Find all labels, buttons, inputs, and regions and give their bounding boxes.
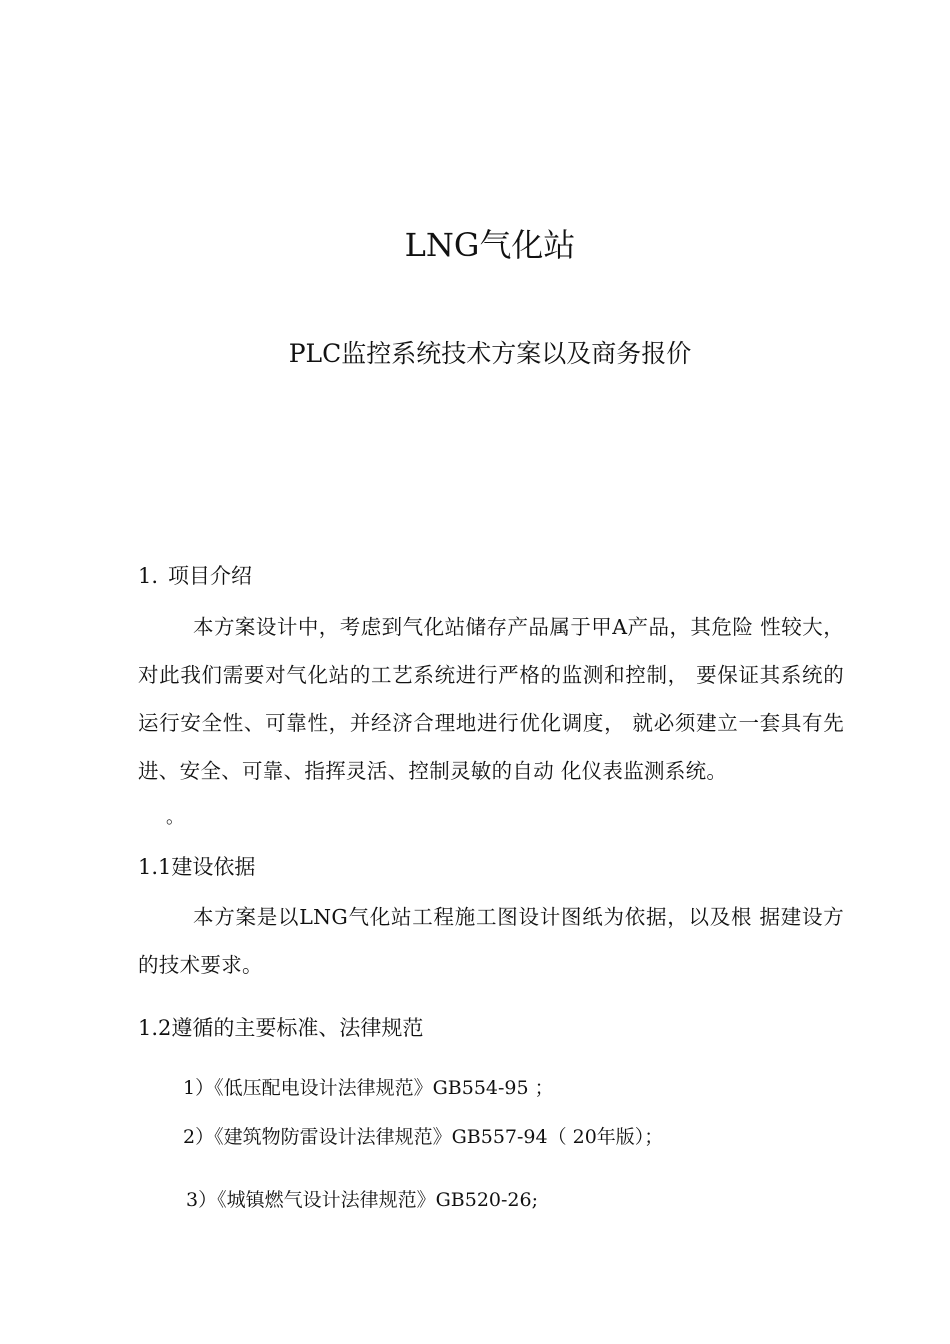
section-1-1-paragraph: 本方案是以LNG气化站工程施工图设计图纸为依据，以及根 据建设方的技术要求。 — [138, 905, 844, 977]
section-1-2-heading: 1.2遵循的主要标准、法律规范 — [138, 1016, 424, 1040]
section-1-number: 1. — [138, 564, 159, 588]
section-1-heading — [138, 561, 252, 591]
section-1-title: 项目介绍 — [168, 564, 253, 588]
section-1-1-heading: 1.1建设依据 — [138, 855, 256, 879]
standards-list-item: 1）《低压配电设计法律规范》GB554-95 ； — [183, 1077, 554, 1099]
document-subtitle: PLC监控系统技术方案以及商务报价 — [288, 339, 692, 368]
stray-period-mark: 。 — [166, 807, 184, 828]
document-title: LNG气化站 — [404, 226, 576, 264]
standards-list-item: 3）《城镇燃气设计法律规范》GB520-26; — [186, 1189, 538, 1211]
standards-list-item: 2）《建筑物防雷设计法律规范》GB557-94（ 20年版）； — [183, 1126, 664, 1148]
section-1-paragraph: 本方案设计中，考虑到气化站储存产品属于甲A产品，其危险 性较大，对此我们需要对气化站的工艺系统进行严格的监测和控制， 要保证其系统的运行安全性、可靠性，并经济合理地进行优化调度， 就必须建立一套具有先进、安全、可靠、指挥灵活、控制灵敏的自动 化仪表监测系统。 — [138, 615, 844, 783]
